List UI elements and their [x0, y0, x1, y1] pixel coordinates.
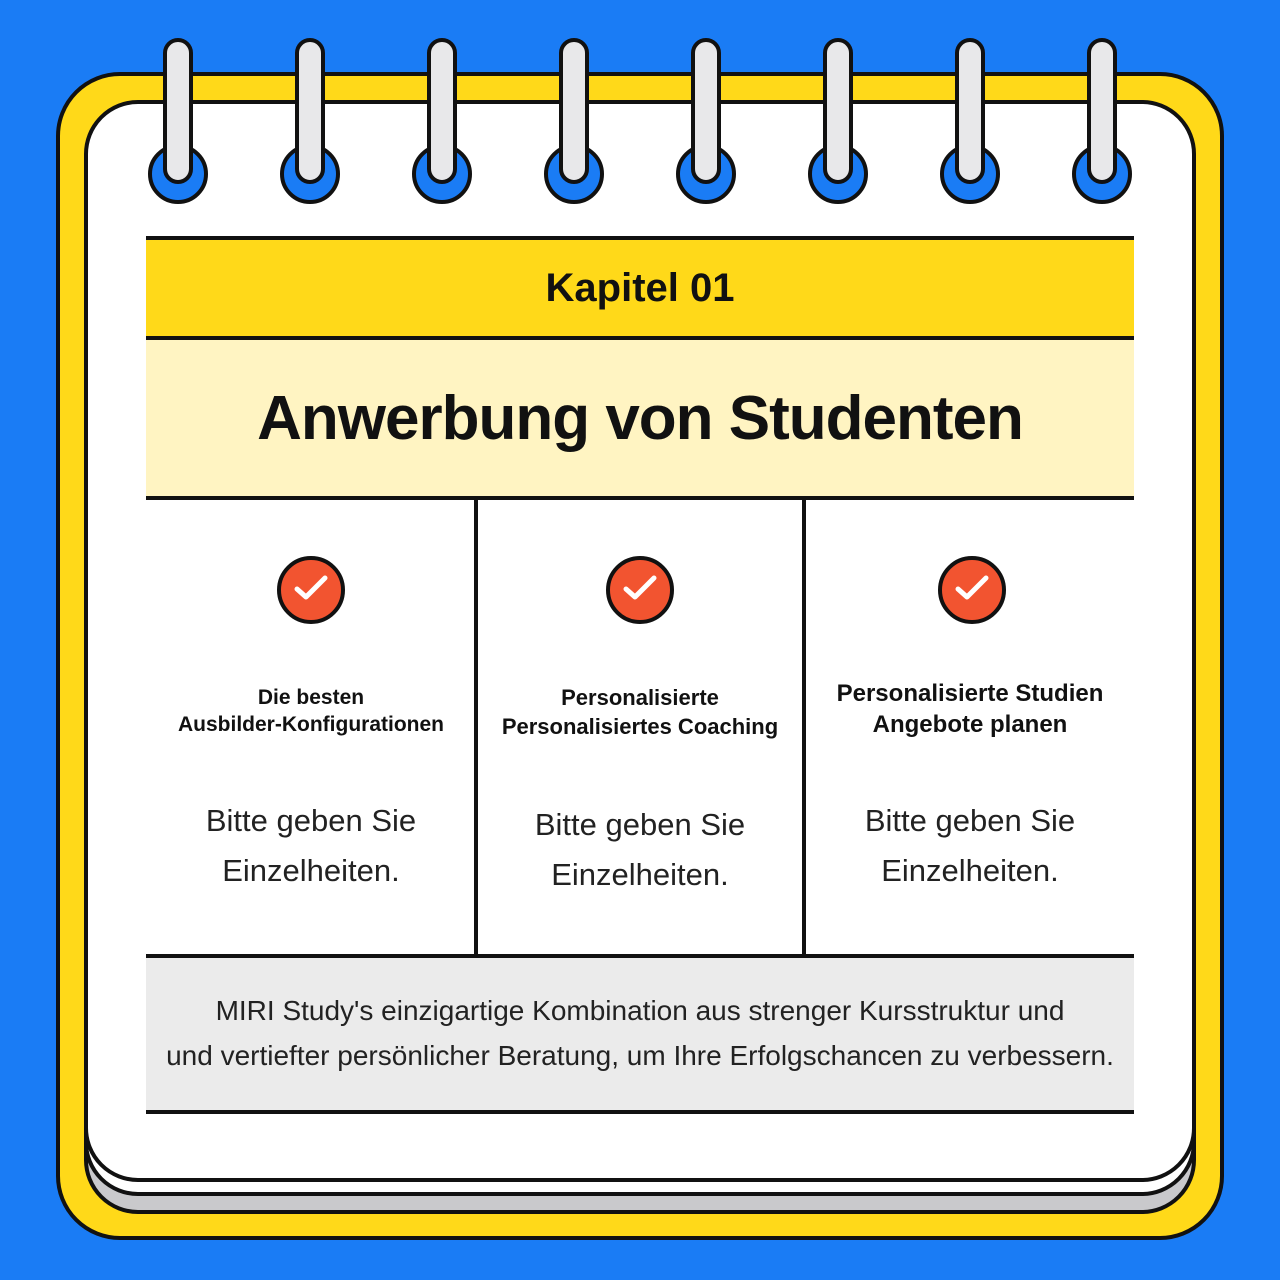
feature-description-line: Bitte geben Sie [534, 807, 746, 842]
feature-description [146, 796, 476, 895]
feature-title [146, 684, 476, 739]
spiral-ring-icon [808, 38, 868, 204]
spiral-ring-icon [280, 38, 340, 204]
feature-description-line: Bitte geben Sie [205, 803, 417, 838]
check-circle-icon [938, 556, 1006, 624]
spiral-ring-icon [1072, 38, 1132, 204]
spiral-ring-icon [676, 38, 736, 204]
feature-columns [146, 500, 1134, 956]
feature-description-line: Einzelheiten. [881, 852, 1059, 888]
feature-title-line: Personalisierte Studien [836, 680, 1104, 707]
feature-description-line: Bitte geben Sie [864, 803, 1076, 838]
footer-line: MIRI Study's einzigartige Kombination aus strenger Kursstruktur und [215, 995, 1065, 1027]
feature-title-line: Angebote planen [872, 711, 1068, 739]
spiral-ring-icon [544, 38, 604, 204]
page-title: Anwerbung von Studenten [146, 340, 1134, 500]
feature-description-line: Einzelheiten. [222, 852, 400, 888]
feature-description [478, 800, 802, 899]
feature-title-line: Personalisiertes Coaching [501, 713, 779, 739]
chapter-label: Kapitel 01 [146, 236, 1134, 340]
feature-title [806, 678, 1134, 740]
feature-title [478, 684, 802, 741]
feature-column [478, 500, 802, 956]
spiral-ring-icon [148, 38, 208, 204]
feature-description [806, 796, 1134, 895]
spiral-ring-icon [412, 38, 472, 204]
feature-column [806, 500, 1134, 956]
check-circle-icon [277, 556, 345, 624]
feature-description-line: Einzelheiten. [551, 856, 729, 892]
feature-title-line: Die besten [257, 686, 365, 709]
feature-column [146, 500, 476, 956]
footer-note [146, 954, 1134, 1114]
footer-line: und vertiefter persönlicher Beratung, um Ihre Erfolgschancen zu verbessern. [166, 1040, 1114, 1071]
feature-title-line: Personalisierte [561, 685, 719, 710]
check-circle-icon [606, 556, 674, 624]
spiral-ring-icon [940, 38, 1000, 204]
feature-title-line: Ausbilder-Konfigurationen [178, 713, 444, 737]
